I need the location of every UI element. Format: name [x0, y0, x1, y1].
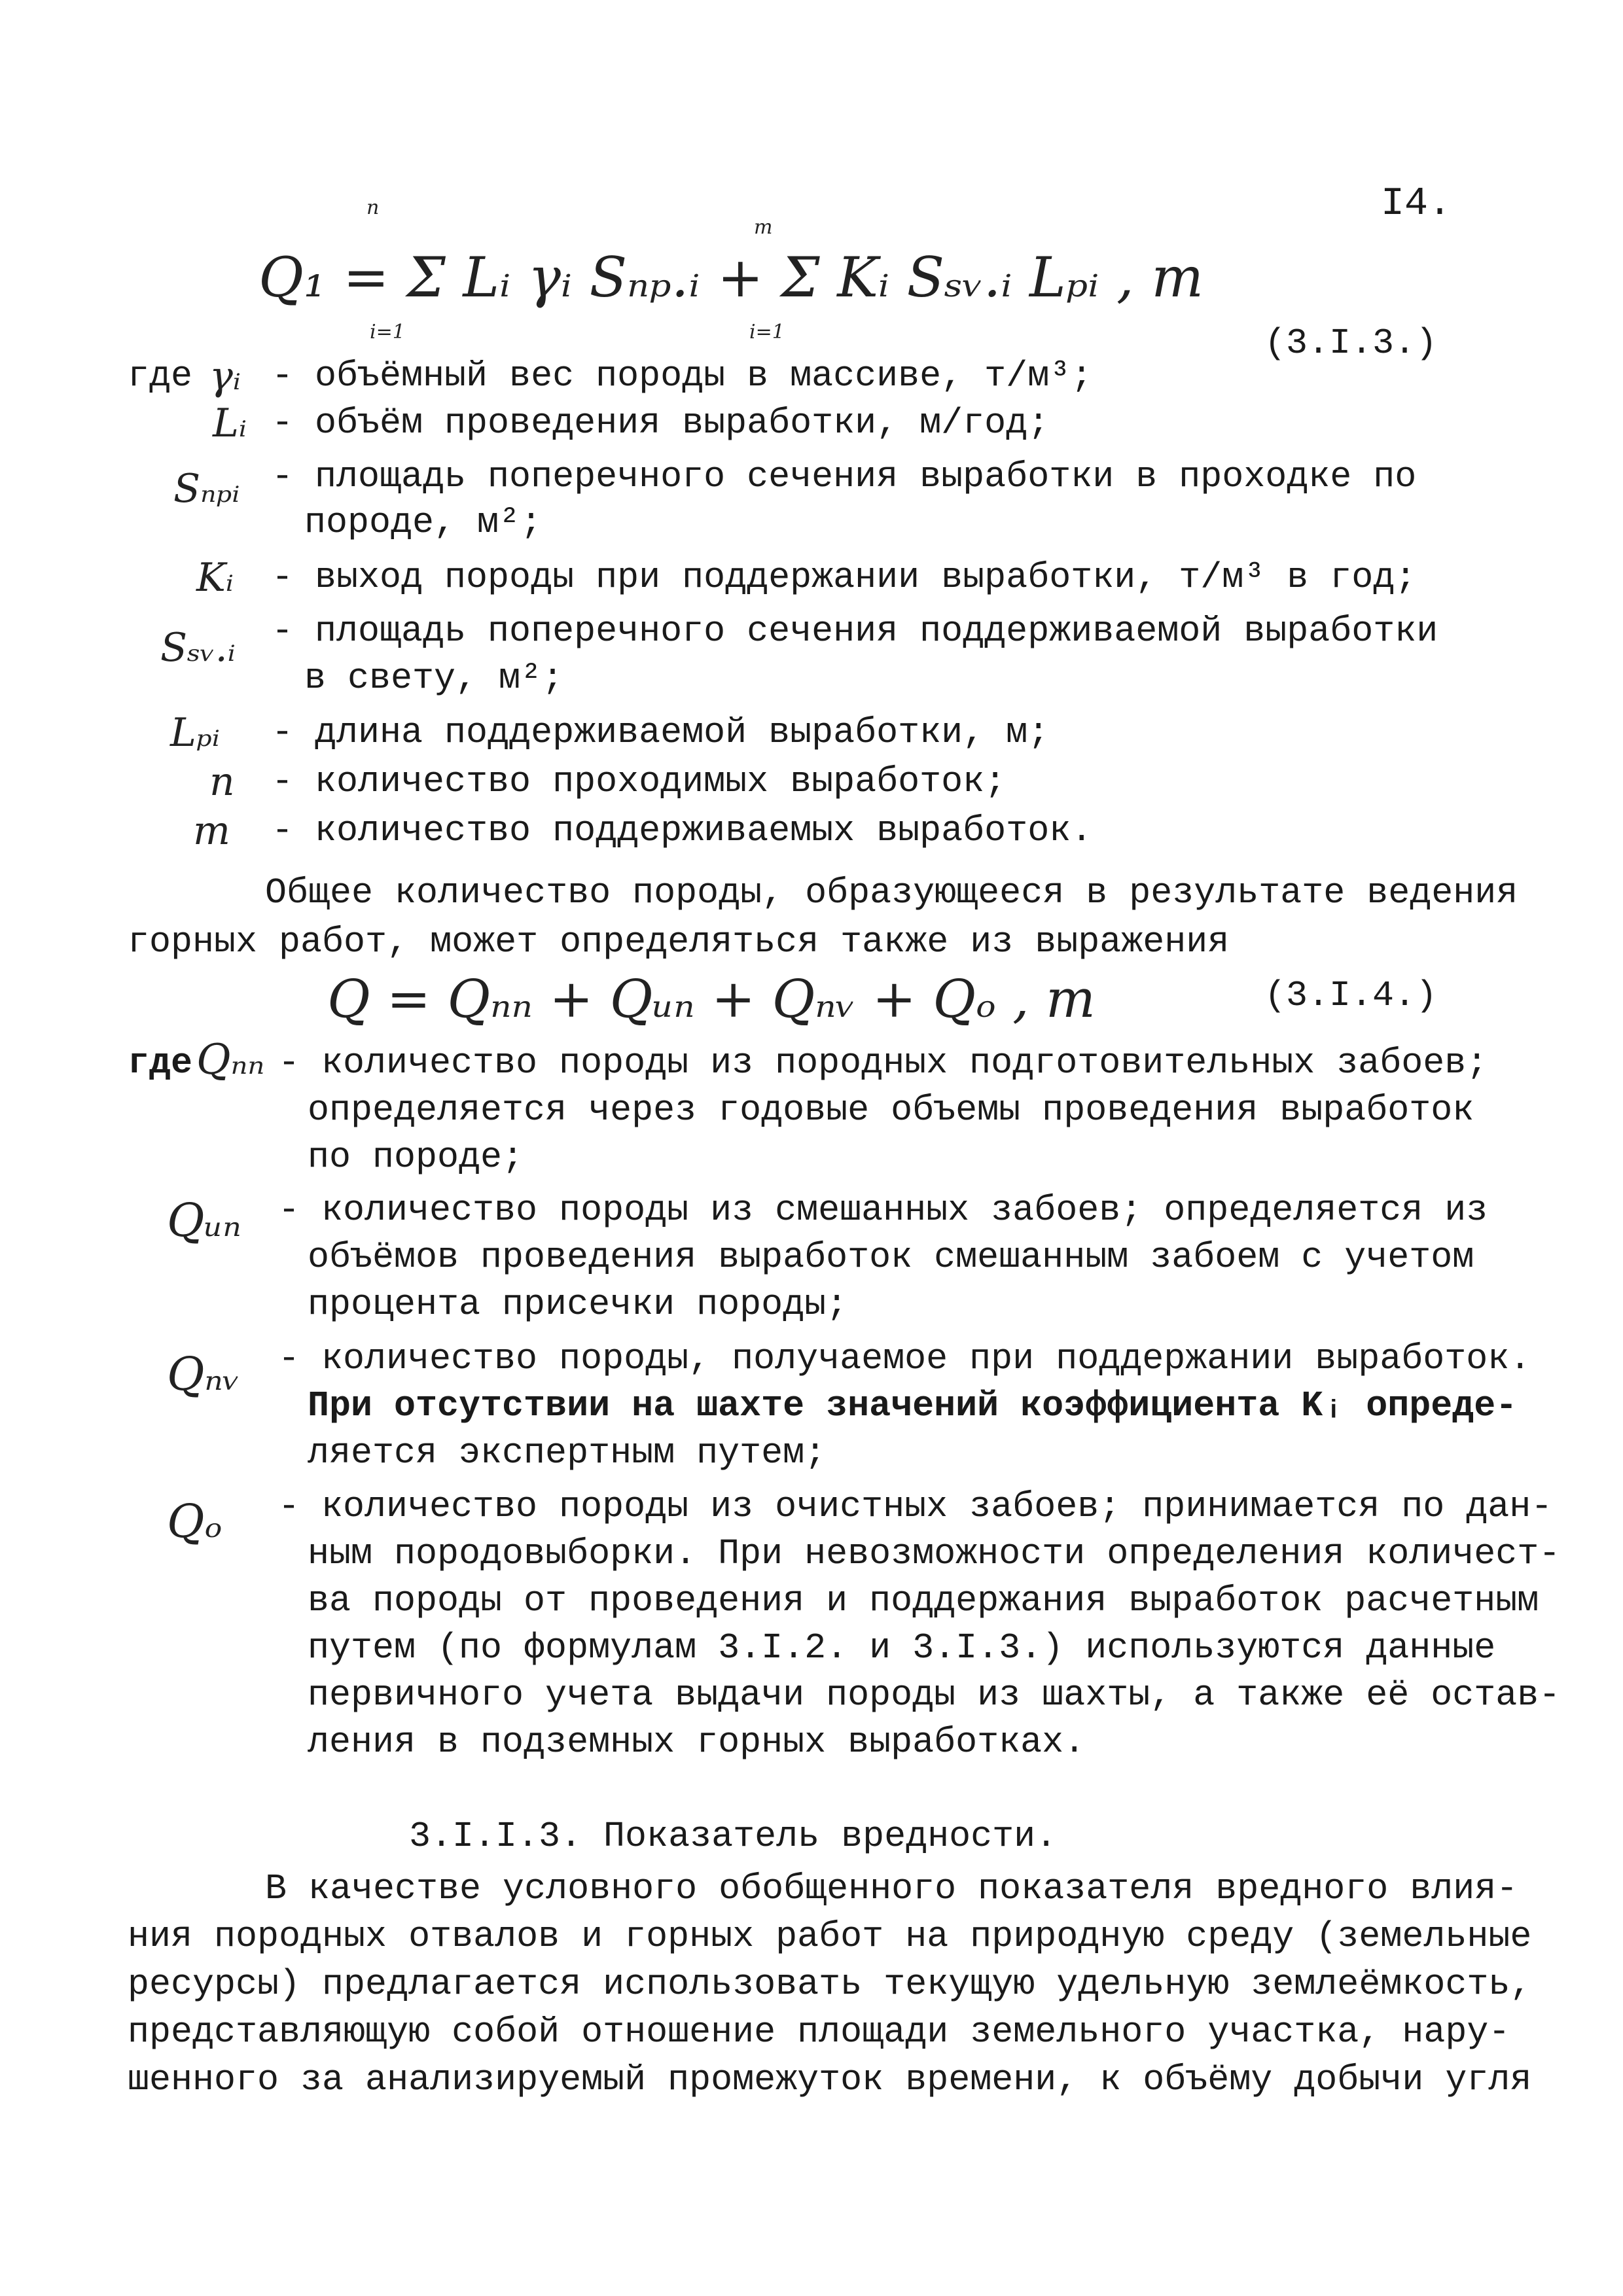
def-k-i: - выход породы при поддержании выработки, т/м³ в год; [272, 557, 1417, 598]
def-q-nv-line3: ляется экспертным путем; [308, 1432, 827, 1474]
symbol-q-nn: Qₙₙ [196, 1036, 265, 1084]
sum-lower-limit-1: i=1 [370, 321, 405, 344]
def-q-o-line4: путем (по формулам 3.I.2. и 3.I.3.) используются данные [308, 1627, 1496, 1669]
def-q-o-line5: первичного учета выдачи породы из шахты, а также её остав- [308, 1674, 1561, 1716]
symbol-k-i: Kᵢ [196, 555, 234, 601]
symbol-m: m [193, 808, 230, 854]
def-q-o-line1: - количество породы из очистных забоев; принимается по дан- [278, 1486, 1553, 1527]
where-word-313: где [128, 355, 193, 397]
def-q-nv-line2: При отсутствии на шахте значений коэффициента Kᵢ опреде- [308, 1385, 1518, 1426]
def-s-npi-line1: - площадь поперечного сечения выработки в проходке по [272, 456, 1417, 497]
sum-lower-limit-2: i=1 [749, 321, 785, 344]
para-2-line-4: представляющую собой отношение площади земельного участка, нару- [128, 2011, 1510, 2053]
def-q-o-line3: ва породы от проведения и поддержания выработок расчетным [308, 1580, 1539, 1621]
def-q-yn-line2: объёмов проведения выработок смешанным забоем с учетом [308, 1237, 1474, 1278]
def-q-nn-line2: определяется через годовые объемы проведения выработок [308, 1089, 1474, 1131]
symbol-l-i: Lᵢ [213, 400, 247, 446]
symbol-q-nv: Qₙᵥ [167, 1347, 240, 1401]
def-q-nn-line3: по породе; [308, 1137, 524, 1178]
symbol-n: n [209, 759, 235, 805]
def-gamma-i: - объёмный вес породы в массиве, т/м³; [272, 355, 1093, 397]
def-q-yn-line1: - количество породы из смешанных забоев; определяется из [278, 1190, 1488, 1231]
symbol-gamma-i: γᵢ [209, 353, 241, 399]
def-n: - количество проходимых выработок; [272, 761, 1007, 802]
para-1-line-2: горных работ, может определяться также из выражения [128, 921, 1230, 963]
where-word-314: где [128, 1042, 193, 1084]
sum-upper-limit-2: m [754, 216, 773, 239]
def-s-npi-line2: породе, м²; [304, 502, 543, 543]
def-l-pi: - длина поддерживаемой выработки, м; [272, 712, 1050, 753]
formula-3-1-4: Q = Qₙₙ + Qᵤₙ + Qₙᵥ + Qₒ , т [327, 968, 1096, 1029]
equation-label-3-1-3: (3.I.3.) [1264, 323, 1438, 364]
section-heading: 3.I.I.3. Показатель вредности. [409, 1816, 1058, 1857]
def-s-sv-i-line2: в свету, м²; [304, 658, 564, 699]
symbol-s-npi: Sₙₚᵢ [173, 466, 240, 512]
formula-3-1-3: Q₁ = Σ Lᵢ γᵢ Sₙₚ.ᵢ + Σ Kᵢ Sₛᵥ.ᵢ Lₚᵢ , т [259, 245, 1204, 309]
para-2-line-2: ния породных отвалов и горных работ на природную среду (земельные [128, 1916, 1532, 1957]
def-m: - количество поддерживаемых выработок. [272, 810, 1093, 851]
symbol-s-sv-i: Sₛᵥ.ᵢ [160, 625, 236, 671]
para-1-line-1: Общее количество породы, образующееся в результате ведения [265, 872, 1518, 913]
para-2-line-1: В качестве условного обобщенного показателя вредного влия- [265, 1868, 1518, 1909]
equation-label-3-1-4: (3.I.4.) [1264, 975, 1438, 1016]
def-l-i: - объём проведения выработки, м/год; [272, 402, 1050, 444]
sum-upper-limit-1: n [366, 196, 380, 219]
para-2-line-3: ресурсы) предлагается использовать текущую удельную землеёмкость, [128, 1964, 1532, 2005]
symbol-l-pi: Lₚᵢ [170, 710, 220, 756]
para-2-line-5: шенного за анализируемый промежуток времени, к объёму добычи угля [128, 2059, 1532, 2100]
def-q-yn-line3: процента присечки породы; [308, 1284, 848, 1325]
def-q-nv-line1: - количество породы, получаемое при поддержании выработок. [278, 1338, 1531, 1379]
def-q-nn-line1: - количество породы из породных подготовительных забоев; [278, 1042, 1488, 1084]
def-s-sv-i-line1: - площадь поперечного сечения поддерживаемой выработки [272, 610, 1438, 652]
symbol-q-yn: Qᵤₙ [167, 1193, 241, 1247]
page-number: I4. [1381, 182, 1452, 226]
def-q-o-line2: ным породовыборки. При невозможности определения количест- [308, 1533, 1561, 1574]
def-q-o-line6: ления в подземных горных выработках. [308, 1722, 1086, 1763]
symbol-q-o: Qₒ [167, 1494, 223, 1548]
